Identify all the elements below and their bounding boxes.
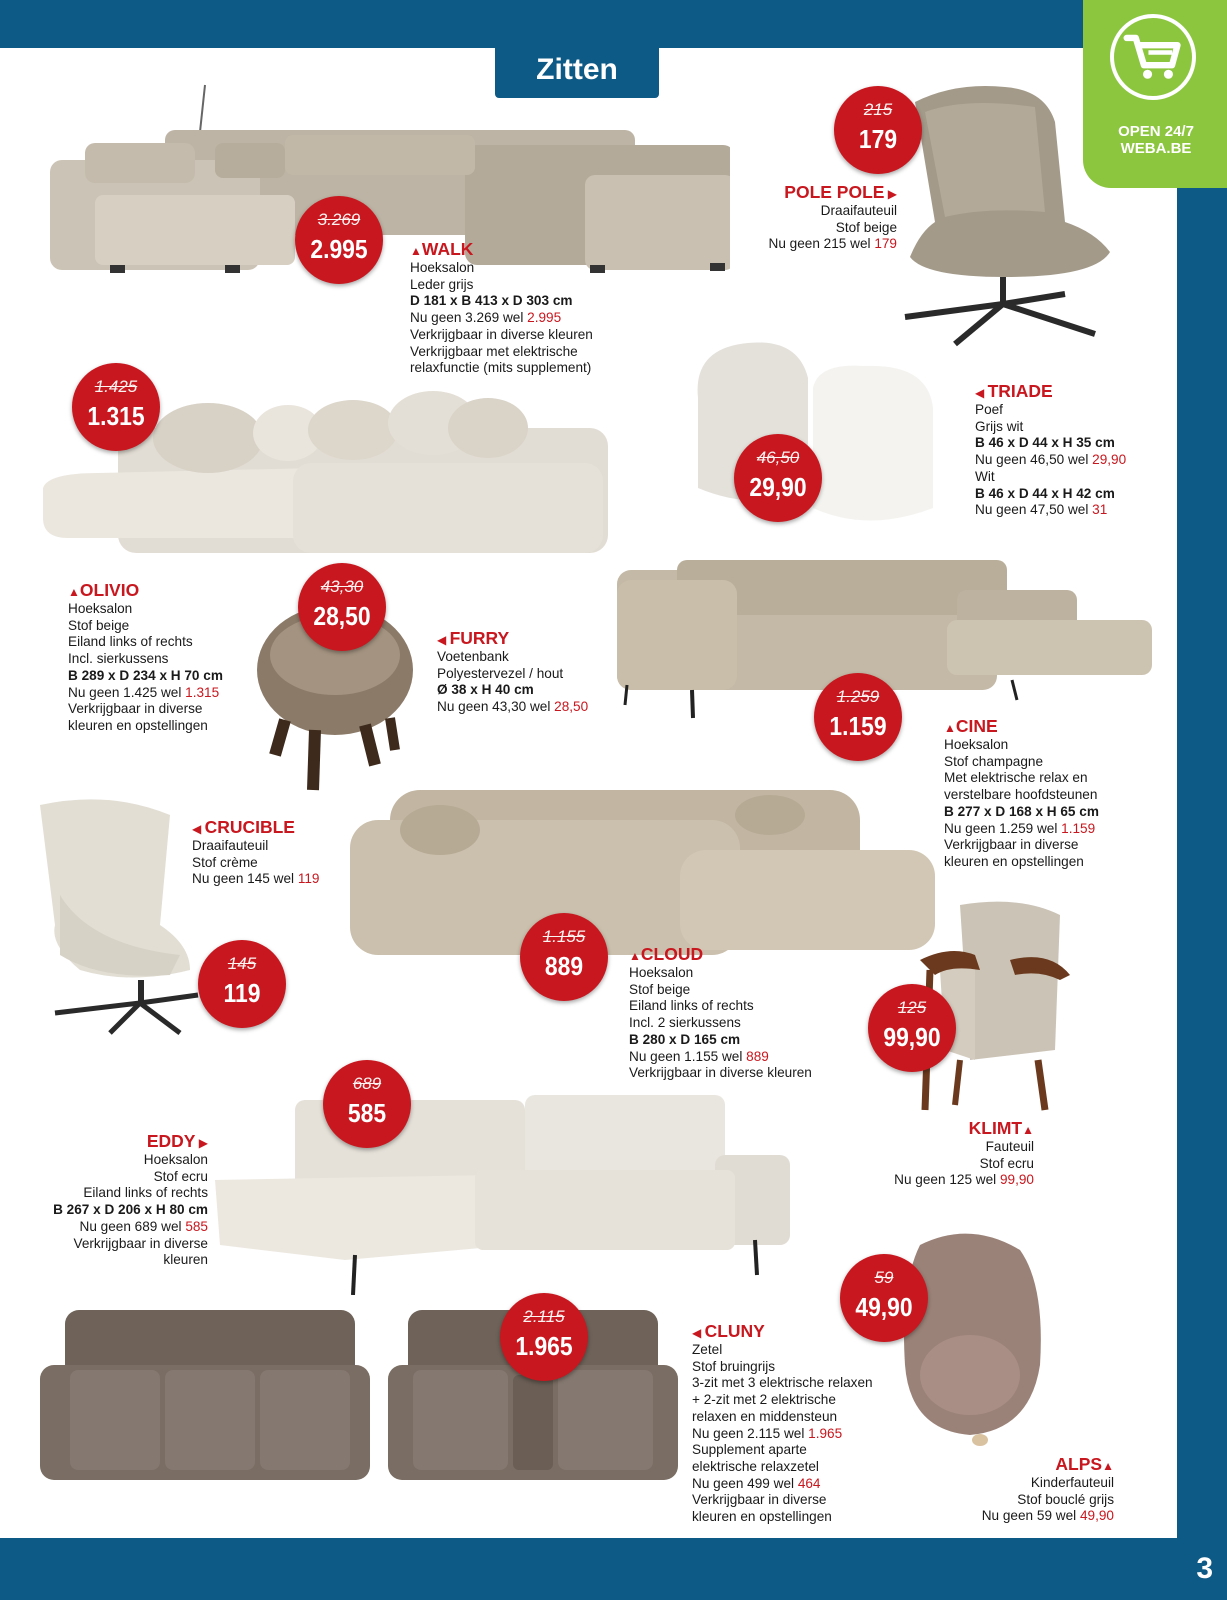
product-extra: Verkrijgbaar in diverse kleuren [629, 1065, 812, 1081]
product-extra: kleuren [163, 1252, 208, 1268]
eddy-description [53, 1131, 208, 1269]
arrow-right-icon: ▶ [884, 187, 897, 201]
price-prefix: Nu geen 2.115 wel [692, 1425, 805, 1441]
section-title: Zitten [495, 48, 659, 98]
arrow-up-icon: ▲ [944, 721, 956, 735]
product-price-line [192, 871, 319, 888]
arrow-up-icon: ▲ [1102, 1459, 1114, 1473]
product-type: Fauteuil [985, 1139, 1034, 1154]
cine-description [944, 716, 1099, 871]
price-value: 1.965 [808, 1425, 843, 1441]
product-name: CINE [955, 716, 998, 736]
walk-price-badge [295, 196, 383, 284]
new-price: 1.159 [829, 711, 887, 741]
product-extra: Verkrijgbaar in diverse kleuren [410, 326, 593, 342]
price-prefix: Nu geen 689 wel [79, 1218, 182, 1234]
arrow-left-icon: ◀ [437, 633, 450, 647]
price-value: 29,90 [1092, 452, 1127, 468]
product-material: Stof ecru [979, 1155, 1034, 1171]
new-price: 29,90 [749, 472, 807, 502]
triade-description [975, 381, 1126, 519]
product-type: Zetel [692, 1342, 723, 1357]
product-name: CLOUD [640, 944, 704, 964]
product-material: Stof beige [629, 981, 691, 997]
product-price-line [692, 1426, 873, 1443]
product-variant: Grijs wit [975, 418, 1024, 434]
product-type: Draaifauteuil [820, 203, 897, 218]
product-price-line [410, 310, 593, 327]
right-frame-bar [1177, 0, 1227, 1600]
product-name: KLIMT [968, 1118, 1023, 1138]
product-type: Voetenbank [437, 649, 509, 664]
product-name: CRUCIBLE [204, 817, 295, 837]
product-name: EDDY [146, 1131, 196, 1151]
crucible-description [192, 817, 319, 888]
price-prefix: Nu geen 46,50 wel [975, 452, 1089, 468]
arrow-left-icon: ◀ [975, 386, 988, 400]
product-detail: verstelbare hoofdsteunen [944, 787, 1098, 803]
product-dimensions: B 46 x D 44 x H 35 cm [975, 435, 1115, 451]
product-material: Polyestervezel / hout [437, 665, 564, 681]
klimt-price-badge [868, 984, 956, 1072]
product-detail: relaxen en middensteun [692, 1408, 838, 1424]
product-dimensions: B 277 x D 168 x H 65 cm [944, 803, 1099, 819]
product-name: FURRY [449, 628, 510, 648]
product-extra: kleuren en opstellingen [68, 717, 208, 733]
price-value: 49,90 [1079, 1508, 1114, 1524]
shopping-cart-icon [1110, 14, 1196, 100]
product-material: Stof champagne [944, 753, 1043, 769]
product-type: Hoeksalon [68, 601, 133, 616]
eddy-price-badge [323, 1060, 411, 1148]
cluny-3-seat-sofa-image [40, 1310, 370, 1485]
product-price-line [629, 1049, 812, 1066]
furry-description [437, 628, 588, 716]
webshop-label-line2: WEBA.BE [1120, 140, 1192, 157]
old-price: 2.115 [523, 1307, 565, 1326]
furry-price-badge [298, 563, 386, 651]
product-detail: elektrische relaxzetel [692, 1458, 819, 1474]
old-price: 1.259 [836, 687, 880, 706]
product-price-line [692, 1476, 873, 1493]
cluny-description [692, 1321, 873, 1526]
old-price: 215 [863, 100, 893, 119]
product-detail: + 2-zit met 2 elektrische [692, 1392, 836, 1408]
product-variant: Wit [975, 468, 995, 484]
product-dimensions: B 289 x D 234 x H 70 cm [68, 667, 223, 683]
product-detail: Eiland links of rechts [83, 1185, 208, 1201]
new-price: 179 [858, 124, 898, 154]
cloud-sofa-image [350, 790, 940, 970]
new-price: 889 [544, 951, 584, 981]
old-price: 689 [352, 1074, 382, 1093]
product-price-line [68, 685, 223, 702]
product-dimensions: B 46 x D 44 x H 42 cm [975, 485, 1115, 501]
product-dimensions: B 267 x D 206 x H 80 cm [53, 1202, 208, 1218]
new-price: 28,50 [313, 601, 371, 631]
old-price: 46,50 [756, 448, 800, 467]
cluny-price-badge [500, 1293, 588, 1381]
crucible-price-badge [198, 940, 286, 1028]
price-value: 2.995 [527, 310, 562, 326]
old-price: 3.269 [317, 210, 361, 229]
pole-pole-chair-image [895, 82, 1120, 347]
page-number: 3 [1196, 1552, 1213, 1585]
product-extra: Verkrijgbaar in diverse [692, 1492, 827, 1508]
product-extra: kleuren en opstellingen [692, 1509, 832, 1525]
product-price-line [53, 1219, 208, 1236]
walk-description [410, 239, 593, 377]
arrow-right-icon: ▶ [195, 1136, 208, 1150]
price-value: 31 [1092, 502, 1108, 518]
price-value: 119 [297, 871, 320, 887]
crucible-chair-image [30, 795, 200, 1035]
old-price: 1.425 [94, 377, 138, 396]
product-dimensions: Ø 38 x H 40 cm [437, 682, 534, 698]
arrow-up-icon: ▲ [68, 585, 80, 599]
product-type: Hoeksalon [143, 1152, 208, 1167]
alps-description [982, 1454, 1114, 1525]
old-price: 43,30 [320, 577, 364, 596]
alps-chair-image [900, 1225, 1045, 1450]
price-value: 99,90 [999, 1172, 1034, 1188]
arrow-up-icon: ▲ [410, 244, 422, 258]
product-name: OLIVIO [79, 580, 140, 600]
cloud-description [629, 944, 812, 1082]
product-price-line [982, 1508, 1114, 1525]
product-extra: relaxfunctie (mits supplement) [410, 360, 592, 376]
new-price: 119 [223, 978, 261, 1008]
product-name: POLE POLE [784, 182, 885, 202]
price-value: 1.159 [1061, 820, 1096, 836]
price-value: 1.315 [185, 684, 220, 700]
price-prefix: Nu geen 145 wel [192, 871, 295, 887]
old-price: 145 [227, 954, 257, 973]
new-price: 1.965 [515, 1331, 573, 1361]
product-price-line [975, 452, 1126, 469]
webshop-label-line1: OPEN 24/7 [1118, 123, 1194, 140]
price-prefix: Nu geen 1.259 wel [944, 820, 1058, 836]
product-type: Hoeksalon [944, 737, 1009, 752]
price-prefix: Nu geen 125 wel [894, 1172, 997, 1188]
walk-sofa-image [45, 75, 730, 285]
pole-pole-price-badge [834, 86, 922, 174]
product-detail: Incl. sierkussens [68, 651, 169, 667]
product-type: Hoeksalon [629, 965, 694, 980]
arrow-left-icon: ◀ [192, 822, 205, 836]
product-price-line [975, 502, 1126, 519]
cine-price-badge [814, 673, 902, 761]
product-material: Stof bouclé grijs [1017, 1491, 1114, 1507]
product-detail: Supplement aparte [692, 1442, 807, 1458]
klimt-description [894, 1118, 1034, 1189]
product-extra: Verkrijgbaar in diverse [944, 837, 1079, 853]
price-prefix: Nu geen 47,50 wel [975, 502, 1089, 518]
price-prefix: Nu geen 3.269 wel [410, 310, 524, 326]
product-material: Stof beige [68, 617, 130, 633]
price-prefix: Nu geen 499 wel [692, 1475, 795, 1491]
price-prefix: Nu geen 1.155 wel [629, 1048, 743, 1064]
product-extra: kleuren en opstellingen [944, 853, 1084, 869]
new-price: 2.995 [310, 234, 368, 264]
price-prefix: Nu geen 215 wel [768, 236, 871, 252]
price-value: 179 [874, 236, 897, 252]
old-price: 1.155 [542, 927, 586, 946]
product-detail: 3-zit met 3 elektrische relaxen [692, 1375, 873, 1391]
product-type: Draaifauteuil [192, 838, 269, 853]
price-prefix: Nu geen 1.425 wel [68, 684, 182, 700]
product-price-line [437, 699, 588, 716]
new-price: 1.315 [87, 401, 145, 431]
eddy-sofa-image [215, 1095, 795, 1295]
product-detail: Met elektrische relax en [944, 770, 1088, 786]
bottom-frame-bar [0, 1538, 1227, 1600]
product-extra: Verkrijgbaar met elektrische [410, 343, 578, 359]
triade-poufs-image [688, 338, 943, 533]
product-dimensions: B 280 x D 165 cm [629, 1031, 741, 1047]
price-prefix: Nu geen 43,30 wel [437, 699, 551, 715]
arrow-up-icon: ▲ [1022, 1123, 1034, 1137]
product-material: Leder grijs [410, 276, 474, 292]
product-detail: Incl. 2 sierkussens [629, 1015, 741, 1031]
price-prefix: Nu geen 59 wel [981, 1508, 1077, 1524]
product-material: Stof beige [835, 219, 897, 235]
arrow-left-icon: ◀ [692, 1326, 705, 1340]
triade-price-badge [734, 434, 822, 522]
product-type: Kinderfauteuil [1030, 1475, 1114, 1490]
product-price-line [769, 236, 898, 253]
product-extra: Verkrijgbaar in diverse [68, 701, 203, 717]
product-name: CLUNY [704, 1321, 765, 1341]
new-price: 49,90 [855, 1292, 913, 1322]
new-price: 99,90 [883, 1022, 941, 1052]
product-price-line [944, 821, 1099, 838]
price-value: 889 [746, 1048, 769, 1064]
olivio-price-badge [72, 363, 160, 451]
arrow-up-icon: ▲ [629, 949, 641, 963]
product-material: Stof bruingrijs [692, 1358, 776, 1374]
price-value: 585 [185, 1218, 208, 1234]
product-price-line [894, 1172, 1034, 1189]
product-material: Stof ecru [153, 1168, 208, 1184]
cloud-price-badge [520, 913, 608, 1001]
product-type: Poef [975, 402, 1003, 417]
product-detail: Eiland links of rechts [629, 998, 754, 1014]
product-name: ALPS [1055, 1454, 1103, 1474]
price-value: 464 [797, 1475, 821, 1491]
pole-pole-description [769, 182, 898, 253]
olivio-description [68, 580, 223, 735]
top-frame-bar [0, 0, 1227, 48]
product-name: TRIADE [987, 381, 1053, 401]
product-name: WALK [421, 239, 474, 259]
product-dimensions: D 181 x B 413 x D 303 cm [410, 293, 573, 309]
product-type: Hoeksalon [410, 260, 475, 275]
old-price: 59 [874, 1268, 894, 1287]
product-detail: Eiland links of rechts [68, 634, 193, 650]
old-price: 125 [897, 998, 927, 1017]
product-extra: Verkrijgbaar in diverse [73, 1235, 208, 1251]
price-value: 28,50 [554, 699, 589, 715]
new-price: 585 [347, 1098, 387, 1128]
product-material: Stof crème [192, 854, 258, 870]
